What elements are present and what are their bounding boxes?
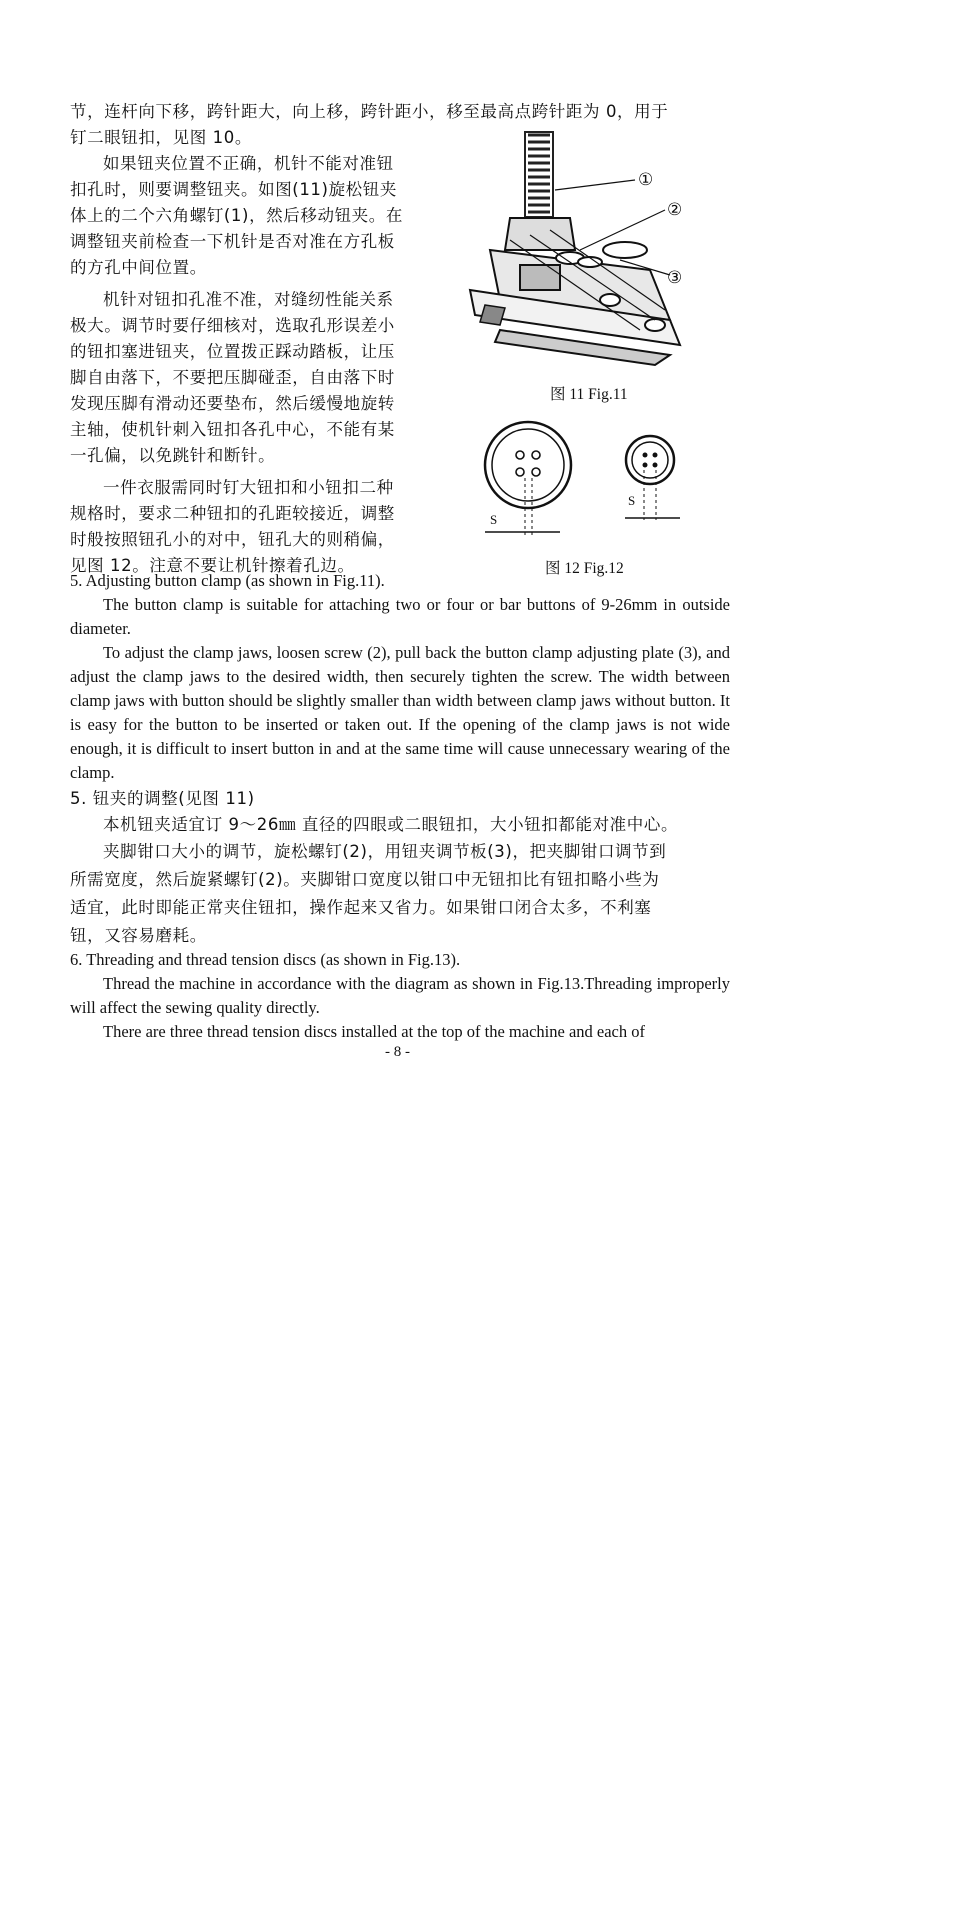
p1-line-2: 扣孔时，则要调整钮夹。如图(11)旋松钮夹 bbox=[70, 180, 397, 199]
p2-line-5: 发现压脚有滑动还要垫布，然后缓慢地旋转 bbox=[70, 394, 395, 413]
section5-en-p2: To adjust the clamp jaws, loosen screw (2), pull back the button clamp adjusting plate (3), and adjust the clamp jaws to the desired width, then securely tighten the screw. The width between clamp jaws with button should be slightly smaller than width between clamp jaws without button. It is easy for the button to be inserted or taken out. If the opening of the clamp jaws is not wide enough, it is difficult to insert button in and at the same time will cause unnecessary wearing of the clamp. bbox=[70, 643, 730, 782]
fig11-label-1: ① bbox=[638, 170, 654, 189]
p3-line-1: 一件衣服需同时钉大钮扣和小钮扣二种 bbox=[103, 478, 394, 497]
section6-en-body bbox=[70, 972, 730, 1044]
p1-line-1: 如果钮夹位置不正确，机针不能对准钮 bbox=[103, 154, 394, 173]
left-column bbox=[70, 151, 450, 579]
p3-line-2: 规格时，要求二种钮扣的孔距较接近，调整 bbox=[70, 504, 395, 523]
p2-line-7: 一孔偏，以免跳针和断针。 bbox=[70, 446, 276, 465]
section5-cn-heading: 5. 钮夹的调整(见图 11) bbox=[70, 789, 255, 808]
section5-cn-p1: 本机钮夹适宜订 9～26㎜ 直径的四眼或二眼钮扣，大小钮扣都能对准中心。 bbox=[103, 815, 679, 834]
section5-cn-p2-line-1: 夹脚钳口大小的调节，旋松螺钉(2)，用钮夹调节板(3)，把夹脚钳口调节到 bbox=[103, 842, 667, 861]
section5-cn-p2-line-3: 适宜，此时即能正常夹住钮扣，操作起来又省力。如果钳口闭合太多，不利塞 bbox=[70, 898, 652, 917]
p2-line-3: 的钮扣塞进钮夹，位置拨正踩动踏板，让压 bbox=[70, 342, 395, 361]
fig11-label-3: ③ bbox=[667, 268, 683, 287]
p1-line-4: 调整钮夹前检查一下机针是否对准在方孔板 bbox=[70, 232, 395, 251]
p3-line-3: 时般按照钮孔小的对中，钮孔大的则稍偏， bbox=[70, 530, 395, 549]
section5-cn-p2 bbox=[70, 838, 750, 950]
section5-en-heading: 5. Adjusting button clamp (as shown in Fig.11). bbox=[70, 571, 385, 590]
section6-en-p2: There are three thread tension discs installed at the top of the machine and each of bbox=[103, 1022, 645, 1041]
fig12-caption: 图 12 Fig.12 bbox=[545, 560, 624, 577]
fig12-s-right: S bbox=[628, 493, 636, 508]
top-line-2: 钉二眼钮扣，见图 10。 bbox=[70, 128, 252, 147]
fig11-caption: 图 11 Fig.11 bbox=[550, 386, 628, 403]
p1-line-3: 体上的二个六角螺钉(1)，然后移动钮夹。在 bbox=[70, 206, 403, 225]
fig12-illustration bbox=[480, 420, 700, 540]
page-number: - 8 - bbox=[385, 1044, 410, 1060]
section6-en-p1: Thread the machine in accordance with the diagram as shown in Fig.13.Threading improperly will affect the sewing quality directly. bbox=[70, 974, 730, 1017]
p1-line-5: 的方孔中间位置。 bbox=[70, 258, 207, 277]
fig12-s-left: S bbox=[490, 512, 498, 527]
p3-line-4: 见图 12。注意不要让机针擦着孔边。 bbox=[70, 556, 355, 575]
top-line-1: 节，连杆向下移，跨针距大，向上移，跨针距小，移至最高点跨针距为 0，用于 bbox=[70, 102, 669, 121]
fig11-illustration bbox=[470, 130, 700, 380]
p2-line-4: 脚自由落下，不要把压脚碰歪，自由落下时 bbox=[70, 368, 395, 387]
section5-en-body bbox=[70, 593, 730, 785]
section5-en-p1: The button clamp is suitable for attaching two or four or bar buttons of 9-26mm in outside diameter. bbox=[70, 595, 730, 638]
p2-line-6: 主轴，使机针刺入钮扣各孔中心，不能有某 bbox=[70, 420, 395, 439]
p2-line-1: 机针对钮扣孔准不准，对缝纫性能关系 bbox=[103, 290, 394, 309]
section5-cn-p2-line-4: 钮，又容易磨耗。 bbox=[70, 926, 207, 945]
p2-line-2: 极大。调节时要仔细核对，选取孔形误差小 bbox=[70, 316, 395, 335]
fig11-label-2: ② bbox=[667, 200, 683, 219]
section6-en-heading: 6. Threading and thread tension discs (as shown in Fig.13). bbox=[70, 950, 461, 969]
section5-cn-p2-line-2: 所需宽度，然后旋紧螺钉(2)。夹脚钳口宽度以钳口中无钮扣比有钮扣略小些为 bbox=[70, 870, 660, 889]
